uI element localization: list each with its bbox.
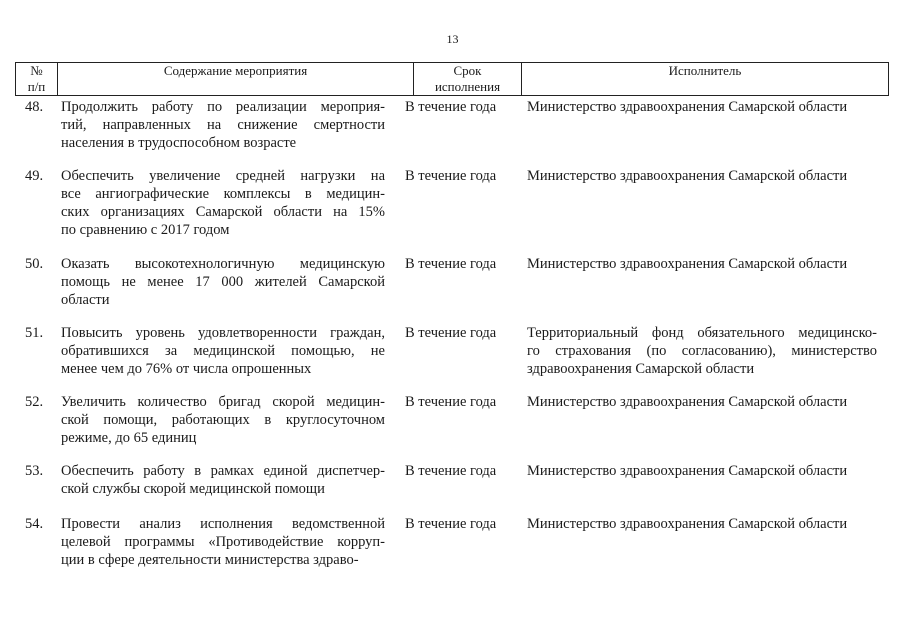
row-content-line: ской службы скорой медицинской помощи: [61, 481, 325, 497]
header-num-line: №: [30, 63, 43, 78]
row-executor: [527, 462, 877, 480]
header-term-line: Срок: [453, 63, 482, 78]
row-executor-line: Министерство здравоохранения Самарской области: [527, 168, 848, 184]
header-term-line: исполнения: [434, 79, 501, 94]
header-num: [16, 63, 58, 95]
row-term: В течение года: [405, 256, 497, 272]
row-content-line: Оказать высокотехнологичную медицинскую: [61, 256, 385, 272]
header-content-label: Содержание мероприятия: [163, 63, 308, 78]
row-content-line: тий, направленных на снижение смертности: [61, 117, 385, 133]
row-content-line: менее чем до 76% от числа опрошенных: [61, 361, 312, 377]
row-content-line: ских организациях Самарской области на 15%: [61, 204, 385, 220]
row-content-line: целевой программы «Противодействие корруп-: [61, 534, 385, 550]
row-number: 48.: [25, 99, 44, 115]
header-executor: [522, 63, 888, 95]
row-content-line: обратившихся за медицинской помощью, не: [61, 343, 385, 359]
row-executor-line: Министерство здравоохранения Самарской области: [527, 394, 848, 410]
row-content-line: ции в сфере деятельности министерства здраво-: [61, 552, 359, 568]
row-number: 50.: [25, 256, 44, 272]
header-content: [58, 63, 414, 95]
row-executor-line: Министерство здравоохранения Самарской области: [527, 516, 848, 532]
row-content-line: Обеспечить работу в рамках единой диспетчер-: [61, 463, 385, 479]
row-content-line: Продолжить работу по реализации мероприя-: [61, 99, 385, 115]
row-term: В течение года: [405, 463, 497, 479]
row-executor: [527, 393, 877, 411]
row-number: 51.: [25, 325, 44, 341]
row-number: 49.: [25, 168, 44, 184]
row-term: В течение года: [405, 99, 497, 115]
row-content-line: ской помощи, работающих в круглосуточном: [61, 412, 385, 428]
row-content-line: области: [61, 292, 110, 308]
row-content-line: по сравнению с 2017 годом: [61, 222, 230, 238]
row-content-line: режиме, до 65 единиц: [61, 430, 197, 446]
row-content-line: Увеличить количество бригад скорой медицин-: [61, 394, 385, 410]
row-content: [61, 324, 385, 378]
row-content-line: Провести анализ исполнения ведомственной: [61, 516, 385, 532]
row-content: [61, 515, 385, 569]
row-term: В течение года: [405, 325, 497, 341]
header-num-line: п/п: [27, 79, 46, 94]
row-content: [61, 462, 385, 498]
row-executor: [527, 324, 877, 378]
row-term: В течение года: [405, 394, 497, 410]
row-executor-line: Министерство здравоохранения Самарской области: [527, 99, 848, 115]
row-executor-line: здравоохранения Самарской области: [527, 361, 755, 377]
header-term: [414, 63, 522, 95]
row-content: [61, 167, 385, 239]
row-executor: [527, 515, 877, 533]
row-content-line: Обеспечить увеличение средней нагрузки на: [61, 168, 385, 184]
row-term: В течение года: [405, 168, 497, 184]
row-executor-line: Министерство здравоохранения Самарской области: [527, 256, 848, 272]
row-executor-line: Территориальный фонд обязательного медицинско-: [527, 325, 877, 341]
row-executor: [527, 98, 877, 116]
row-term: В течение года: [405, 516, 497, 532]
row-number: 54.: [25, 516, 44, 532]
row-content: [61, 255, 385, 309]
header-executor-label: Исполнитель: [668, 63, 742, 78]
row-number: 53.: [25, 463, 44, 479]
table-header: [15, 62, 889, 96]
row-content-line: помощь не менее 17 000 жителей Самарской: [61, 274, 385, 290]
row-content-line: населения в трудоспособном возрасте: [61, 135, 297, 151]
row-content: [61, 98, 385, 152]
row-content-line: все ангиографические комплексы в медицин-: [61, 186, 385, 202]
row-executor: [527, 255, 877, 273]
row-executor-line: Министерство здравоохранения Самарской области: [527, 463, 848, 479]
row-content: [61, 393, 385, 447]
row-executor: [527, 167, 877, 185]
row-content-line: Повысить уровень удовлетворенности граждан,: [61, 325, 385, 341]
row-executor-line: го страхования (по согласованию), министерство: [527, 343, 877, 359]
row-number: 52.: [25, 394, 44, 410]
page-number: 13: [446, 32, 459, 46]
